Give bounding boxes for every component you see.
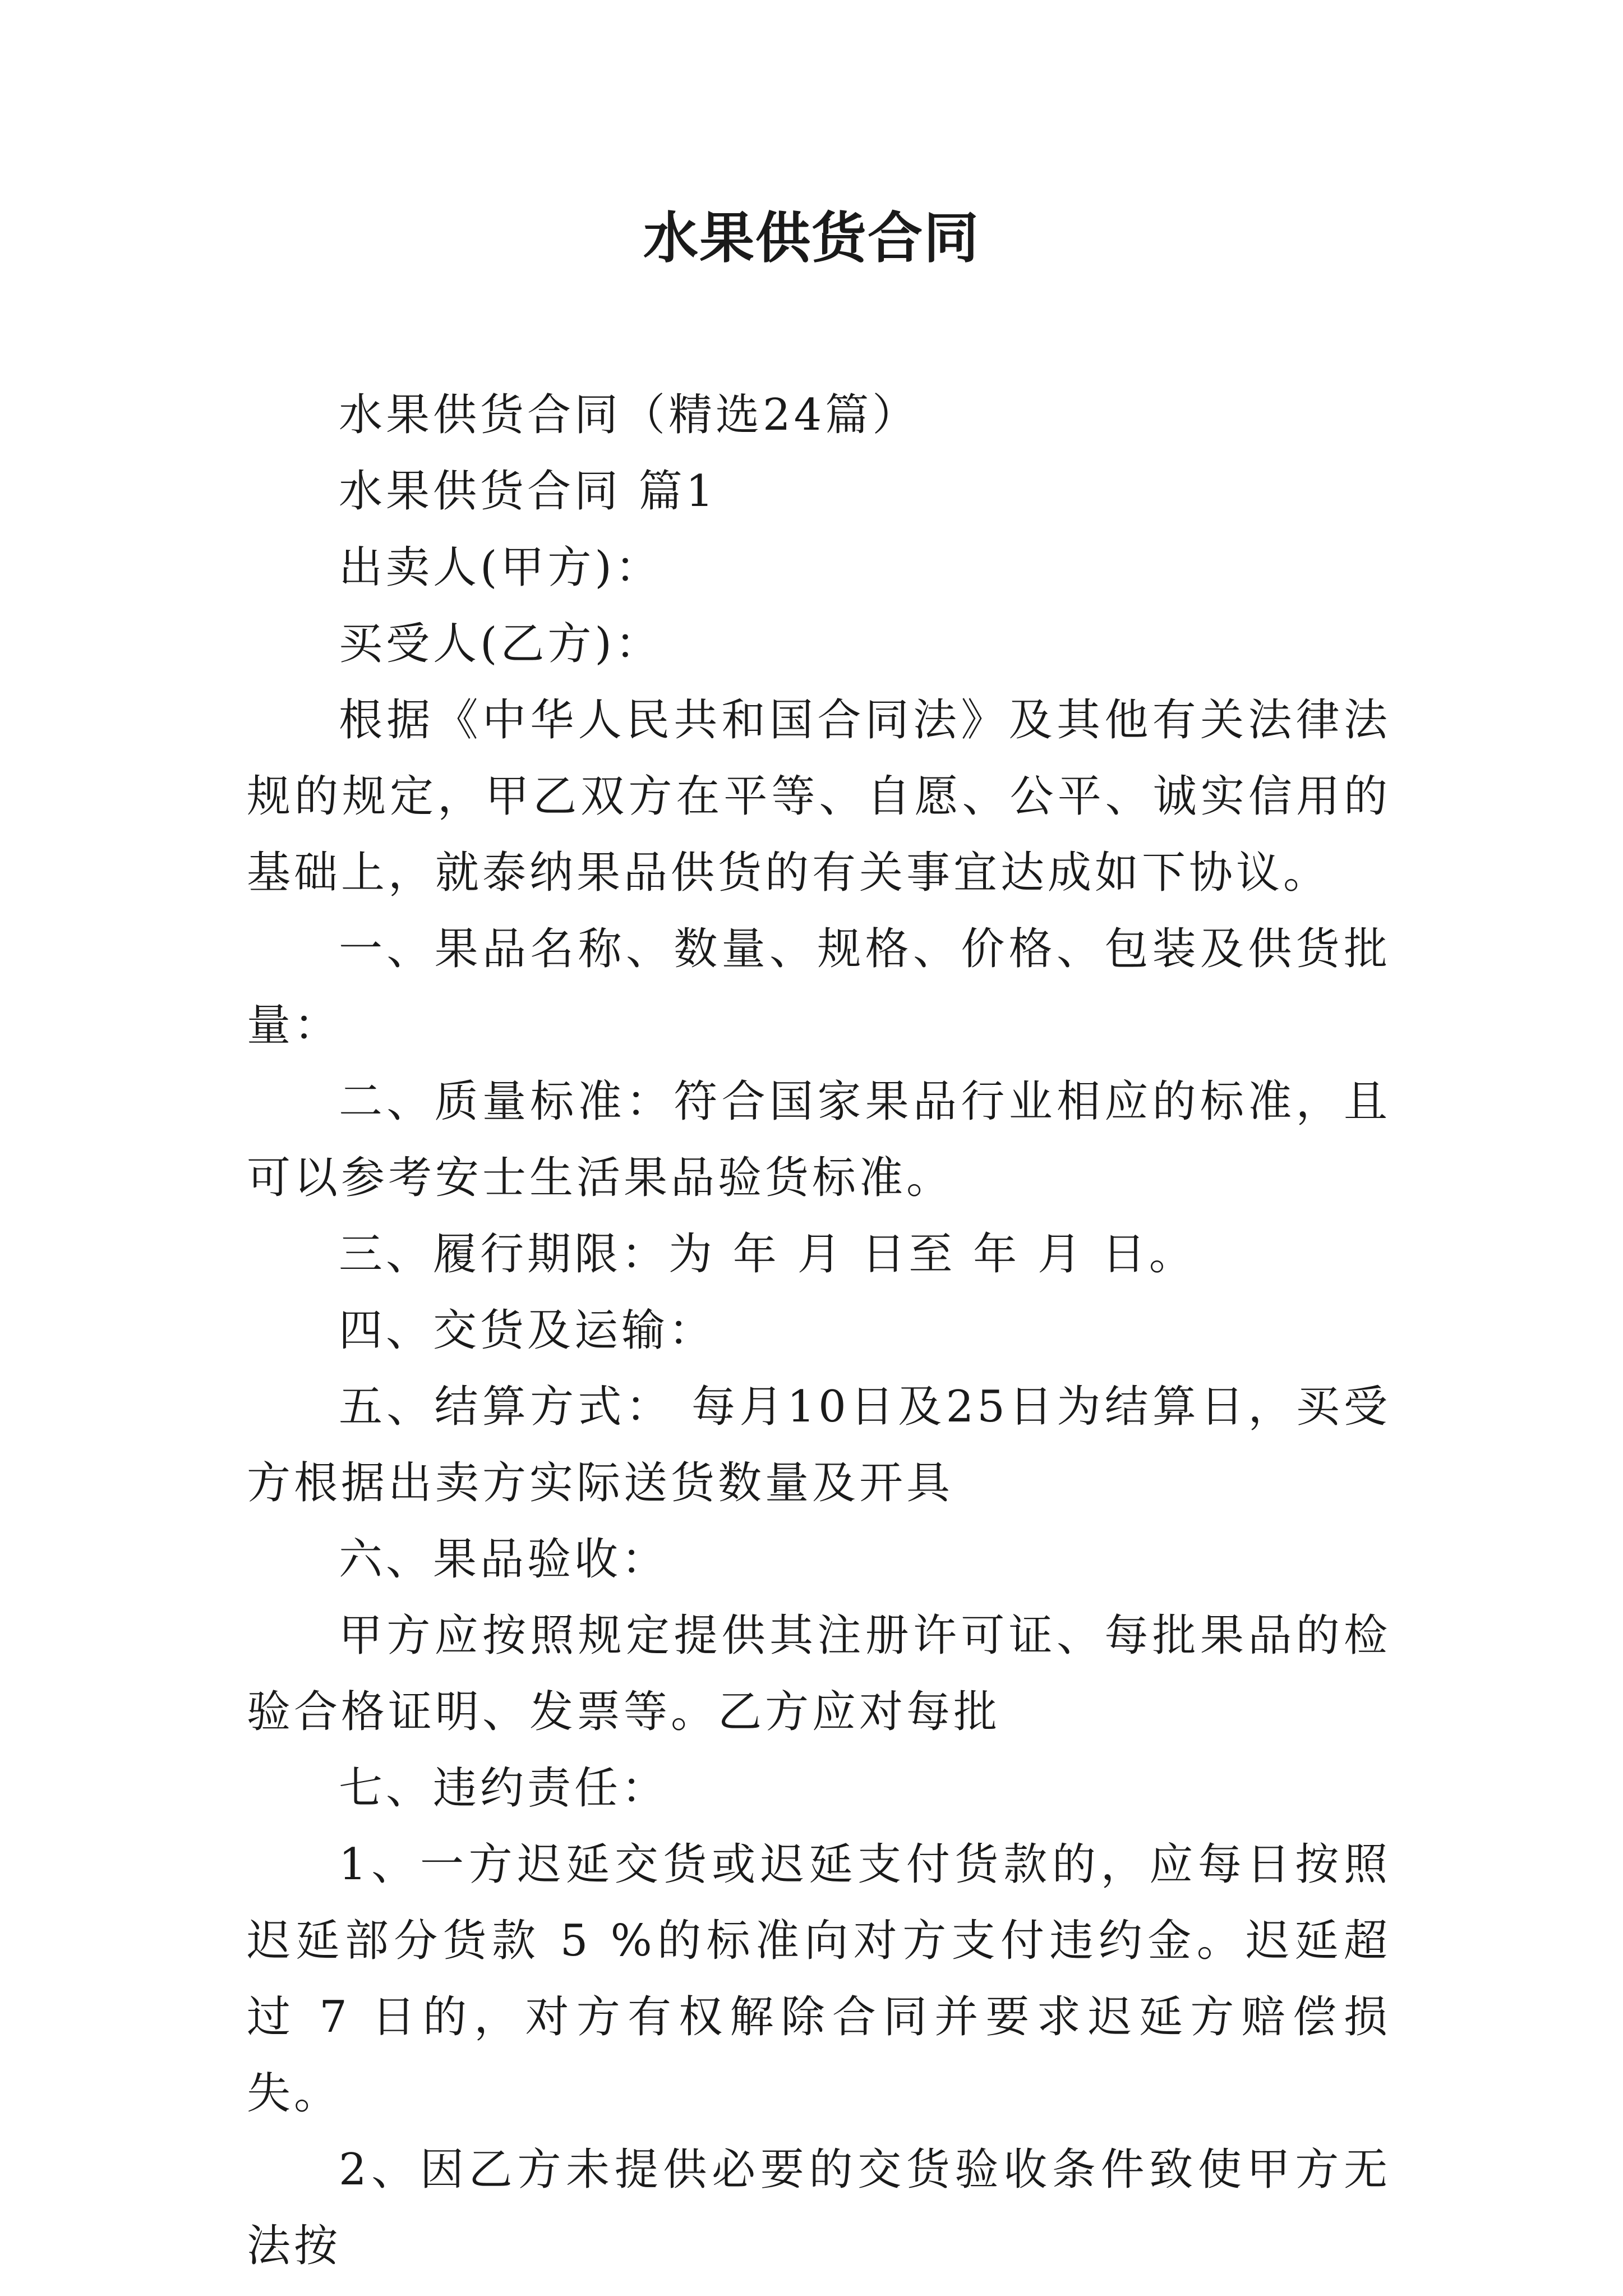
paragraph-buyer: 买受人(乙方)： — [339, 619, 662, 669]
paragraph-clause-6: 六、果品验收： — [339, 1534, 669, 1585]
paragraph-subtitle: 水果供货合同（精选24篇） — [339, 390, 920, 440]
paragraph-clause-7: 七、违约责任： — [339, 1763, 669, 1814]
paragraph-section-heading: 水果供货合同 篇1 — [339, 466, 717, 517]
paragraph-clause-6-body: 甲方应按照规定提供其注册许可证、每批果品的检验合格证明、发票等。乙方应对每批 — [247, 1611, 1391, 1737]
paragraph-seller: 出卖人(甲方)： — [339, 542, 662, 593]
paragraph-clause-4: 四、交货及运输： — [339, 1305, 716, 1356]
paragraph-clause-5: 五、结算方式： 每月10日及25日为结算日，买受方根据出卖方实际送货数量及开具 — [247, 1382, 1391, 1508]
paragraph-preamble: 根据《中华人民共和国合同法》及其他有关法律法规的规定，甲乙双方在平等、自愿、公平、诚实信用的基础上，就泰纳果品供货的有关事宜达成如下协议。 — [247, 695, 1391, 898]
paragraph-clause-7-item-2: 2、因乙方未提供必要的交货验收条件致使甲方无法按 — [247, 2145, 1391, 2271]
paragraph-clause-7-item-1: 1、一方迟延交货或迟延支付货款的，应每日按照迟延部分货款 5 %的标准向对方支付违约金。迟延超过 7 日的，对方有权解除合同并要求迟延方赔偿损失。 — [247, 1839, 1391, 2119]
document-body — [247, 377, 1391, 2284]
paragraph-clause-2: 二、质量标准：符合国家果品行业相应的标准，且可以参考安士生活果品验货标准。 — [247, 1076, 1391, 1203]
paragraph-clause-1: 一、果品名称、数量、规格、价格、包装及供货批量： — [247, 924, 1391, 1051]
paragraph-clause-3: 三、履行期限：为 年 月 日至 年 月 日。 — [339, 1229, 1196, 1280]
document-title: 水果供货合同 — [643, 206, 980, 270]
